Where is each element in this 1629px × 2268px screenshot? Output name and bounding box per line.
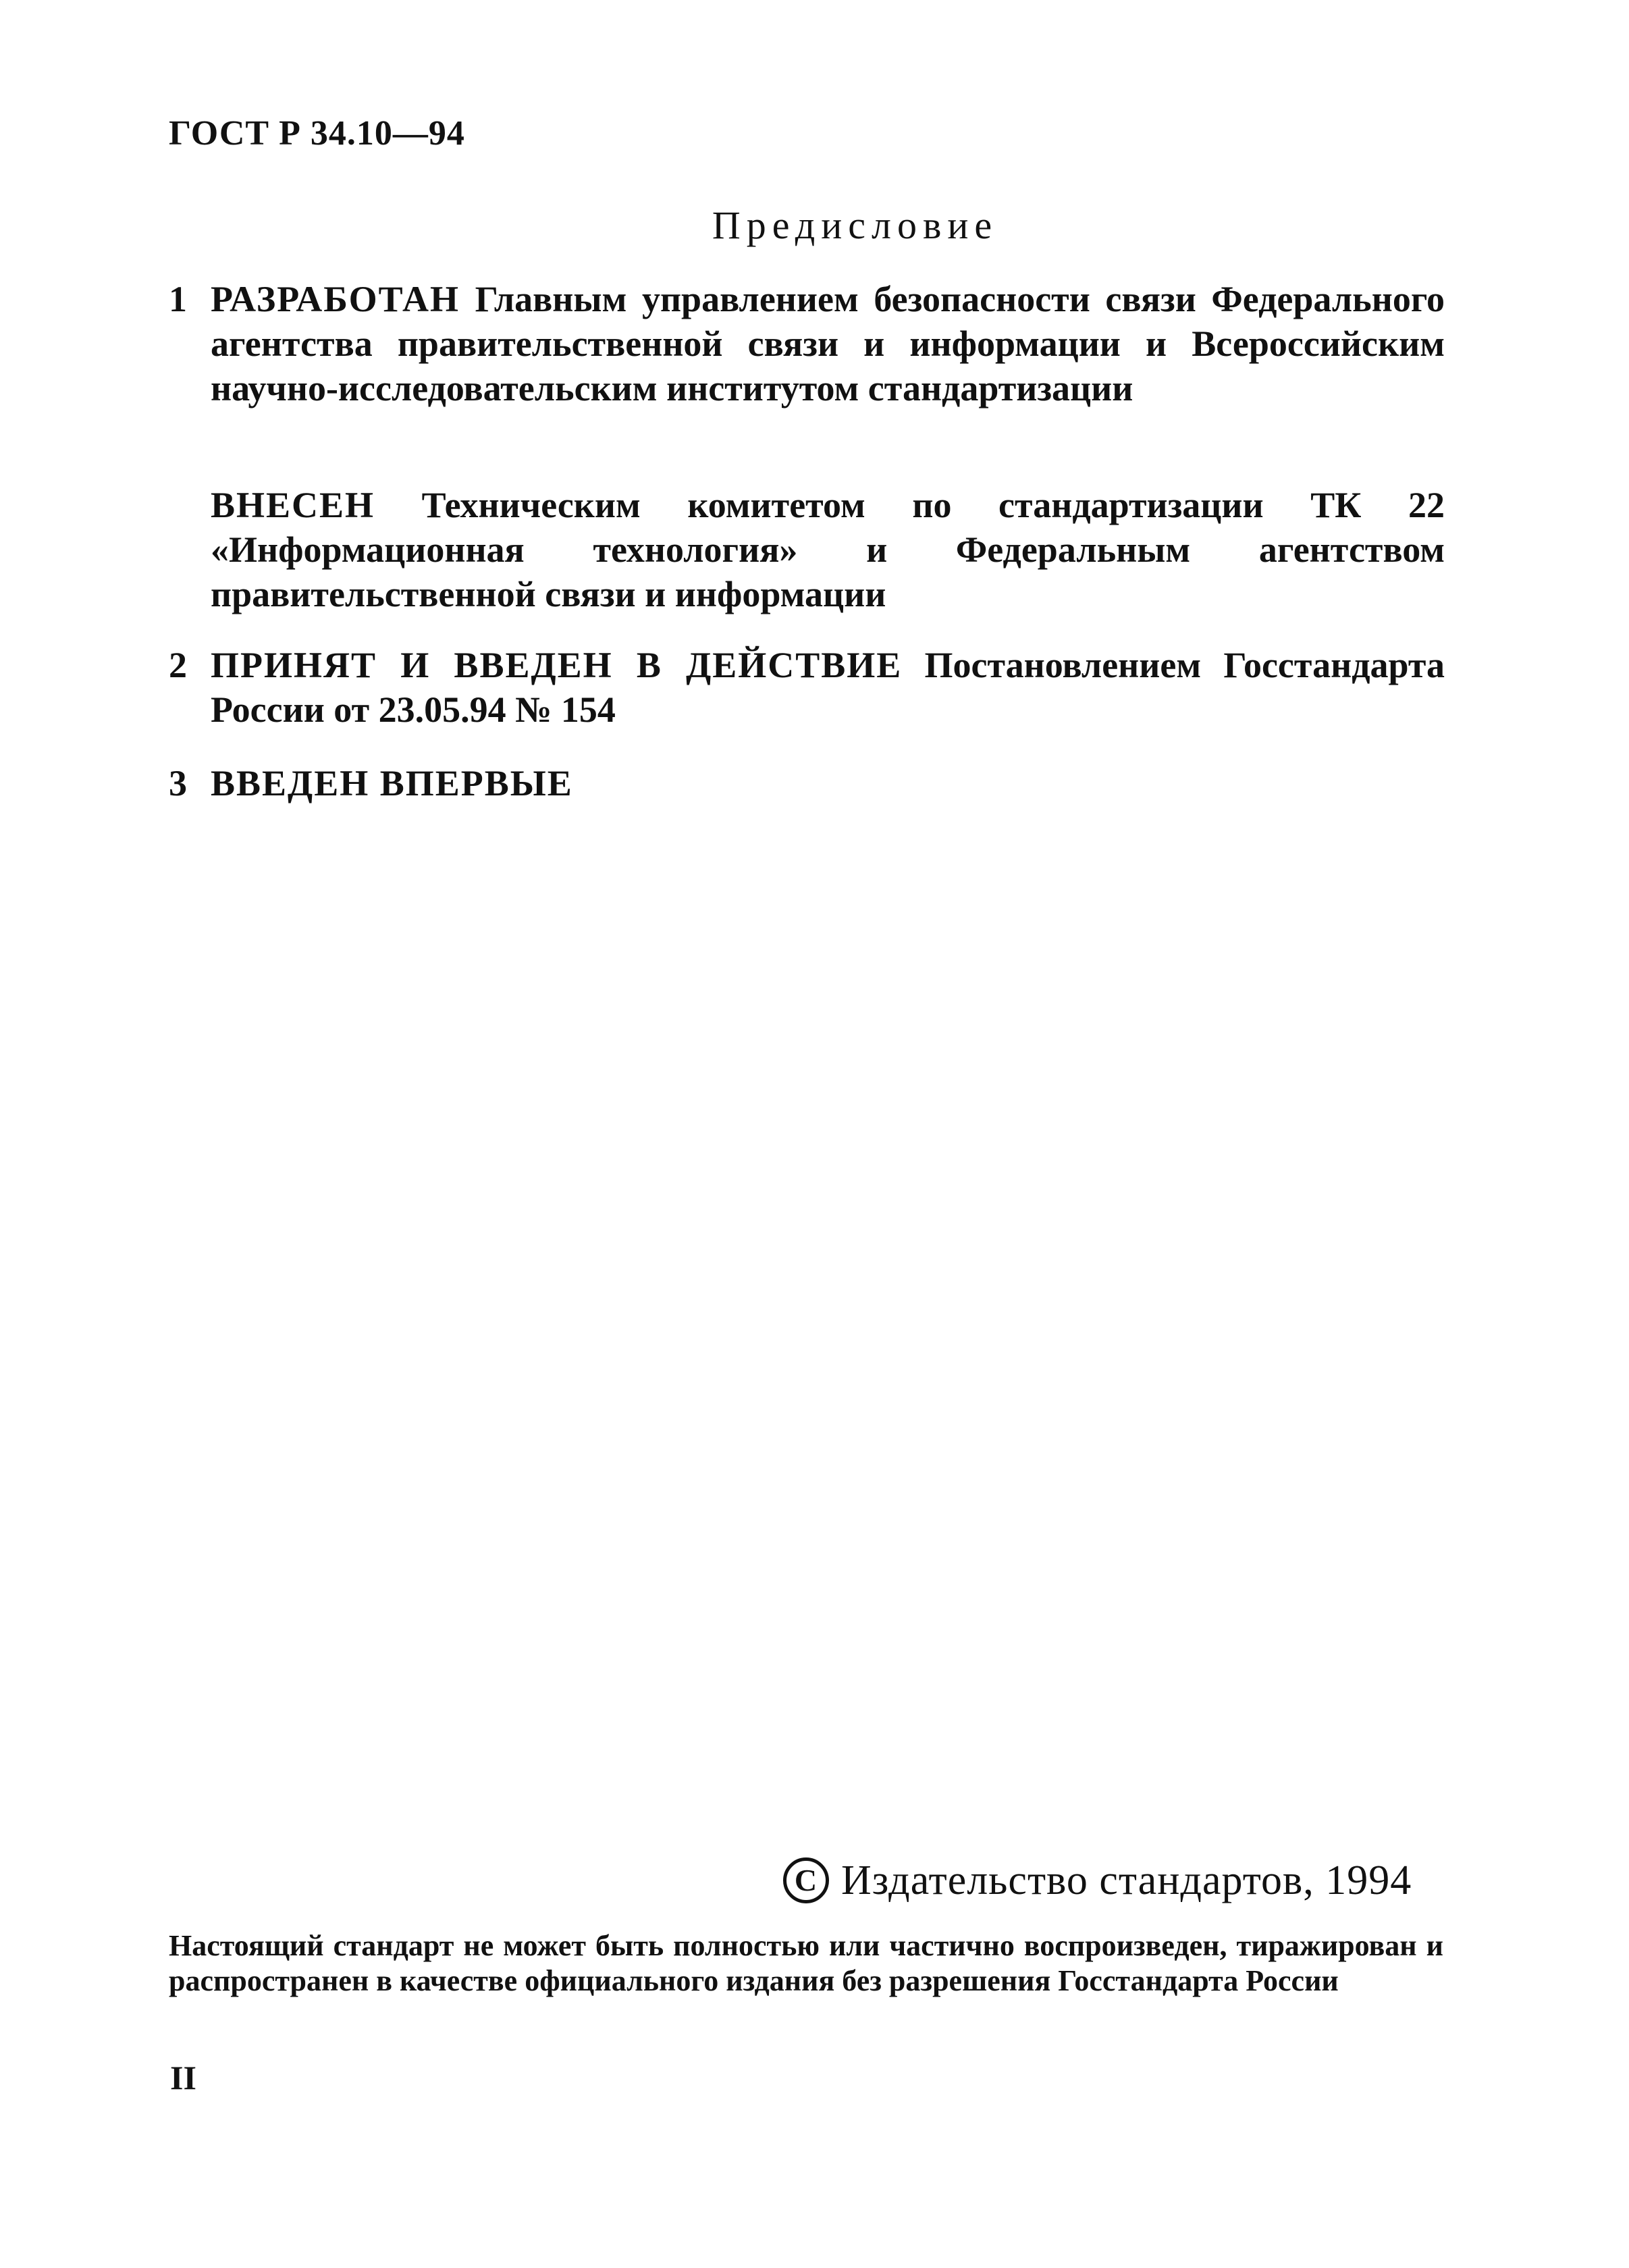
section-heading: Предисловие xyxy=(712,203,998,247)
clause-1 xyxy=(169,277,1445,411)
clause-keyword: РАЗРАБОТАН xyxy=(211,279,460,319)
clause-3 xyxy=(169,761,1445,806)
copyright-text: Издательство стандартов, 1994 xyxy=(841,1857,1412,1903)
copyright-line xyxy=(783,1857,1412,1907)
clause-keyword: ВНЕСЕН xyxy=(211,485,375,525)
clause-keyword: ВВЕДЕН ВПЕРВЫЕ xyxy=(211,763,573,803)
clause-text: Техническим комитетом по стандартизации ТК 22 «Информационная технология» и Федеральным агентством правительственной связи и информации xyxy=(211,485,1445,614)
clause-2 xyxy=(169,643,1445,732)
clause-number: 1 xyxy=(169,279,187,319)
reproduction-notice: Настоящий стандарт не может быть полностью или частично воспроизведен, тиражирован и распространен в качестве официального издания без разрешения Госстандарта России xyxy=(169,1929,1443,1997)
clause-text: Постановлением Госстандарта России от 23.05.94 № 154 xyxy=(211,645,1445,730)
clause-number: 3 xyxy=(169,763,187,803)
copyright-icon: C xyxy=(783,1857,829,1903)
clause-number: 2 xyxy=(169,645,187,685)
clause-1-submitted xyxy=(169,483,1445,616)
document-number: ГОСТ Р 34.10—94 xyxy=(169,114,465,153)
page-number: II xyxy=(170,2059,196,2096)
clause-text: Главным управлением безопасности связи Федерального агентства правительственной связи и информации и Всероссийским научно-исследовательским институтом стандартизации xyxy=(211,279,1445,408)
clause-keyword: ПРИНЯТ И ВВЕДЕН В ДЕЙСТВИЕ xyxy=(211,645,903,685)
